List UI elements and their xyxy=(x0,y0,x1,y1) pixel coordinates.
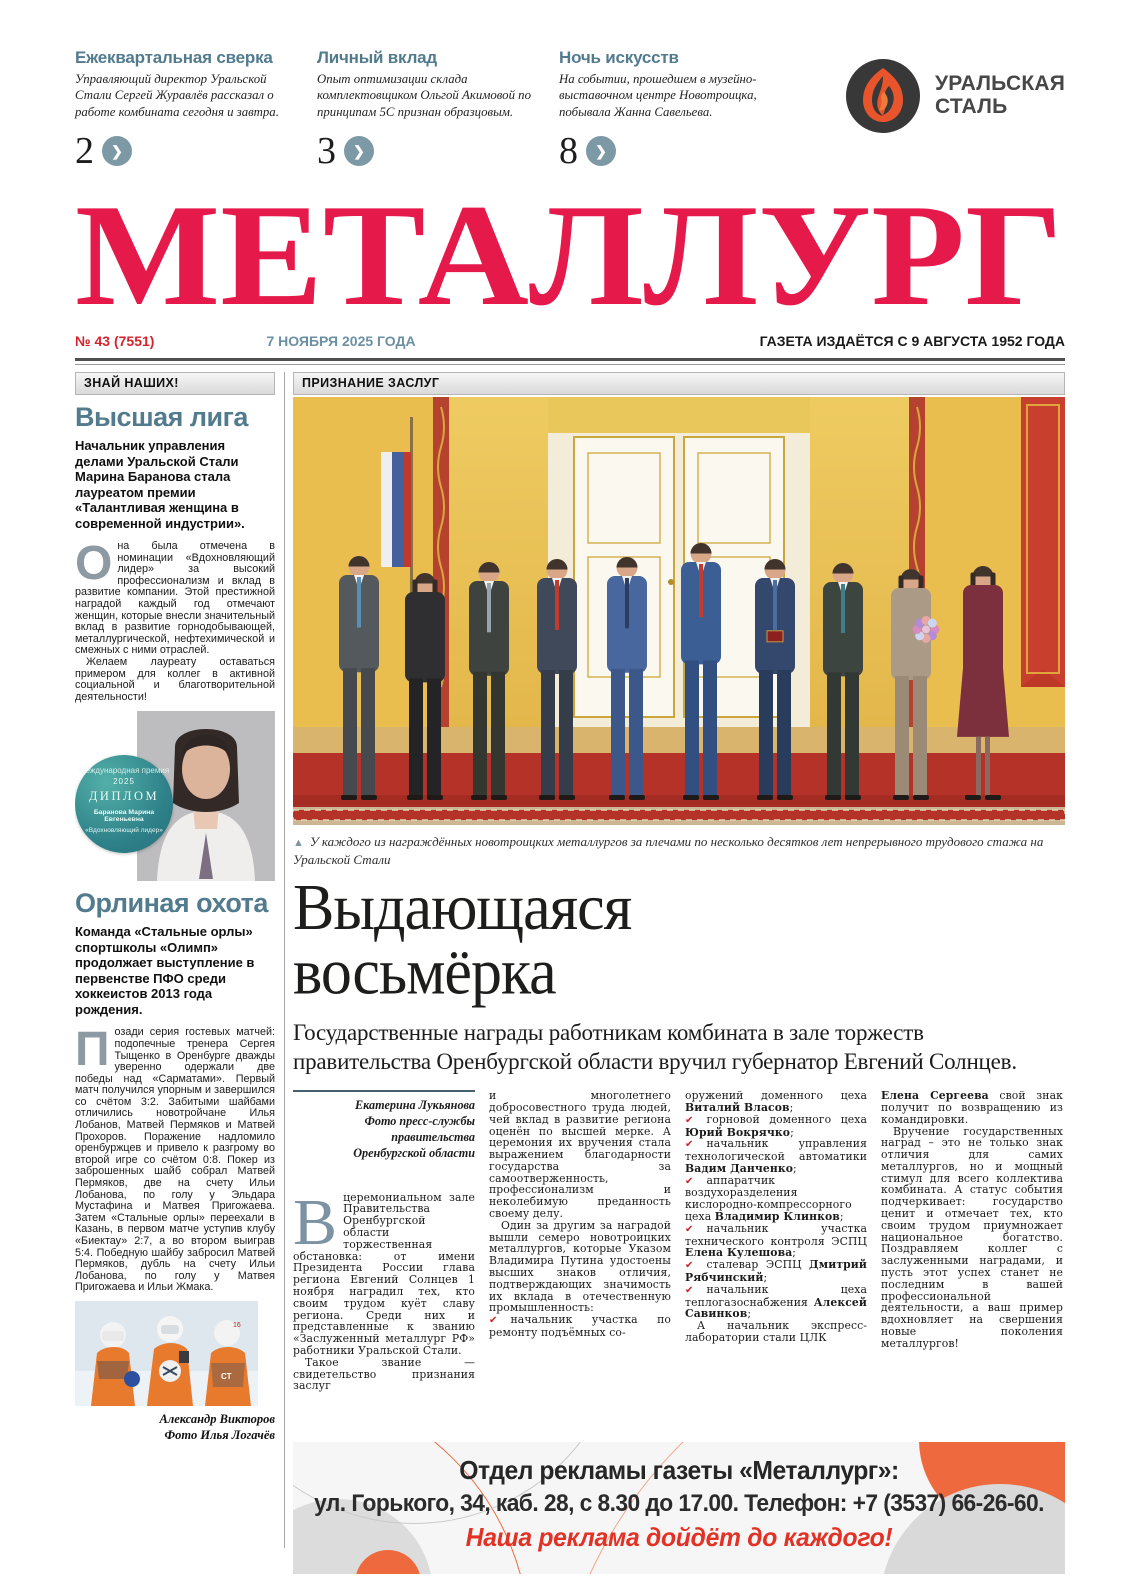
byline: Екатерина Лукьянова Фото пресс-службы правительства Оренбургской области xyxy=(293,1090,475,1161)
teaser-3 xyxy=(559,48,785,173)
article-columns xyxy=(293,1090,1065,1434)
sidebar-article2-title: Орлиная охота xyxy=(75,888,268,919)
chevron-right-icon: ❯ xyxy=(102,136,132,166)
teaser-2 xyxy=(317,48,543,173)
sidebar-article2-body: Позади серия гостевых матчей: подопечные тренера Сергея Тыщенко в Оренбурге дважды уверенно одержали две победы над «Сарматами». Первый матч получился упорным и завершился со счётом 3:2. Забитыми шайбами отличились новотройчане Илья Лобанов, Матвей Пермяков и Матвей Прохоров. Поражение надломило оренбуржцев и привело к разгрому во второй игре со счётом 0:8. Покер из заброшенных шайб собрал Матвей Пермяков, две на счету Ильи Лобанова, по голу у Эльдара Мустафина и Матвея Пригожаева. Затем «Стальные орлы» переехали в Казань, в первом матче уступив клубу «Биектау» 2:7, а во втором выиграв 5:4. Победную шайбу забросил Матвей Пермяков, дубль на счету Ильи Лобанова, по голу у Матвея Пригожаева и Ильи Жмака. xyxy=(75,1023,275,1294)
teaser-text: Опыт оптимизации склада комплектовщиком Ольгой Акимовой по принципам 5С признан образцовым. xyxy=(317,72,531,119)
article-column-3: оружений доменного цеха Виталий Власов; ✔ горновой доменного цеха Юрий Вокрячко; ✔ начальник управления технологической автоматики Вадим Данченко; ✔ аппаратчик воздухоразделения кислородно-компрессорного цеха Владимир Клинков; ✔ начальник участка технического контроля ЭСПЦ Елена Кулешова; ✔ сталевар ЭСПЦ Дмитрий Рябчинский; ✔ начальник цеха теплогазоснабжения Алексей Савинков; А начальник экспресс-лаборатории стали ЦЛК xyxy=(685,1090,867,1345)
main-headline: Выдающаяся восьмёрка xyxy=(293,871,632,1008)
article-column-1: Екатерина Лукьянова Фото пресс-службы правительства Оренбургской области Вцеремониальном зале Правительства Оренбургской области торжественная обстановка: от имени Президента России глава региона Евгений Солнцев 1 ноября наградил тех, кто своим трудом куёт славу региона. Среди них и представленные к званию «Заслуженный металлург РФ» работники Уральской Стали. Такое звание — свидетельство признания заслуг xyxy=(293,1090,475,1434)
page-number: 3 xyxy=(317,130,336,173)
brand-name: УРАЛЬСКАЯ СТАЛЬ xyxy=(935,72,1065,118)
teaser-text: На событии, прошедшем в музейно-выставочном центре Новотроицка, побывала Жанна Савельева. xyxy=(559,72,757,119)
teaser-page xyxy=(75,130,301,173)
chevron-right-icon: ❯ xyxy=(344,136,374,166)
svg-text:16: 16 xyxy=(233,1321,241,1329)
article-column-2: и многолетнего добросовестного труда людей, чей вклад в развитие региона оценён по высшей мерке. А церемония их вручения стала выражением благодарности государства за самоотверженность, профессионализм и неколебимую преданность своему делу. Один за другим за наградой вышли семеро новотроицких металлургов, которые Указом Владимира Путина удостоены высших знаков отличия, подтверждающих значимость их вклада в отечественную промышленность: ✔ начальник участка по ремонту подъёмных со- xyxy=(489,1090,671,1340)
ad-text xyxy=(312,1442,1045,1553)
page-number: 2 xyxy=(75,130,94,173)
photo-credit: Александр Викторов Фото Илья Логачёв xyxy=(159,1411,275,1443)
hockey-photo xyxy=(75,1301,258,1406)
teaser-page xyxy=(559,130,785,173)
masthead-rule xyxy=(75,358,1065,365)
publication-date: 7 НОЯБРЯ 2025 ГОДА xyxy=(266,333,416,349)
flame-icon xyxy=(845,58,921,134)
dateline xyxy=(75,333,1065,349)
teaser-text: Управляющий директор Уральской Стали Сергей Журавлёв рассказал о работе комбината сегодня и завтра. xyxy=(75,72,279,119)
column-divider xyxy=(284,372,285,1548)
issue-number: № 43 (7551) xyxy=(75,333,155,349)
sidebar-article2-lede: Команда «Стальные орлы» спортшколы «Олимп» продолжает выступление в первенстве ПФО среди хоккеистов 2013 года рождения. xyxy=(75,924,255,1017)
red-banner xyxy=(1021,397,1065,687)
brand-logo xyxy=(845,58,1065,134)
masthead xyxy=(75,190,1065,318)
main-article xyxy=(293,372,1065,1574)
ad-slogan: Наша реклама дойдёт до каждого! xyxy=(465,1522,893,1553)
laureate-photo xyxy=(75,711,275,881)
teaser-title: Ежеквартальная сверка xyxy=(75,48,273,67)
ad-address: ул. Горького, 34, каб. 28, с 8.30 до 17.00. Телефон: +7 (3537) 66-26-60. xyxy=(314,1490,1044,1518)
sidebar-kicker: ЗНАЙ НАШИХ! xyxy=(75,372,275,395)
teaser-1 xyxy=(75,48,301,173)
caption-triangle-icon: ▲ xyxy=(293,837,304,849)
sidebar-article1-body: Она была отмечена в номинации «Вдохновляющий лидер» за высокий профессионализм и вклад в развитие компании. Этой престижной наградой каждый год отмечают женщин, которые внесли значительный вклад в развитие горнодобывающей, металлургической, нефтехимической и смежных с ними отраслей. Желаем лауреату оставаться примером для коллег в активной социальной и благотворительной деятельности! xyxy=(75,537,275,703)
diploma-title: ДИПЛОМ xyxy=(88,789,160,804)
chevron-right-icon: ❯ xyxy=(586,136,616,166)
diploma-nomination: «Вдохновляющий лидер» xyxy=(85,827,163,835)
teaser-title: Личный вклад xyxy=(317,48,438,67)
published-since: ГАЗЕТА ИЗДАЁТСЯ С 9 АВГУСТА 1952 ГОДА xyxy=(759,333,1065,349)
sidebar-article1-title: Высшая лига xyxy=(75,402,248,432)
diploma-year: 2025 xyxy=(113,777,135,787)
article-column-4: Елена Сергеева свой знак получит по возвращению из командировки. Вручение государственных наград – это не только знак отличия для самих металлургов, но и мощный стимул для всего коллектива комбината. А статус события подчеркивает: государство ценит и отмечает тех, кто своим трудом приумножает национальное богатство. Поздравляем коллег с заслуженными наградами, и пусть этот успех станет не последним в вашей профессиональной деятельности, а ваш пример вдохновляет на свершения новые поколения металлургов! xyxy=(881,1090,1063,1350)
svg-text:СТ: СТ xyxy=(221,1371,232,1381)
main-subhead: Государственные награды работникам комбината в зале торжеств правительства Оренбургской области вручил губернатор Евгений Солнцев. xyxy=(293,1020,1017,1074)
diploma-badge xyxy=(75,755,173,853)
ad-title: Отдел рекламы газеты «Металлург»: xyxy=(459,1455,899,1486)
teaser-title: Ночь искусств xyxy=(559,48,679,67)
sidebar-article1-lede: Начальник управления делами Уральской Стали Марина Баранова стала лауреатом премии «Талантливая женщина в современной индустрии». xyxy=(75,438,245,531)
teaser-page xyxy=(317,130,543,173)
page-number: 8 xyxy=(559,130,578,173)
diploma-mark: Международная премия xyxy=(78,766,170,776)
masthead-title: МЕТАЛЛУРГ xyxy=(75,190,1063,318)
diploma-name: Баранова Марина Евгеньевна xyxy=(93,809,155,824)
sidebar xyxy=(75,372,275,1552)
ceremony-photo xyxy=(293,397,1065,825)
ad-block xyxy=(293,1442,1065,1574)
main-kicker: ПРИЗНАНИЕ ЗАСЛУГ xyxy=(293,372,1065,395)
teaser-row xyxy=(75,48,835,173)
photo-caption: ▲ У каждого из награждённых новотроицких металлургов за плечами по несколько десятков лет непрерывного трудового стажа на Уральской Стали xyxy=(293,834,1044,868)
